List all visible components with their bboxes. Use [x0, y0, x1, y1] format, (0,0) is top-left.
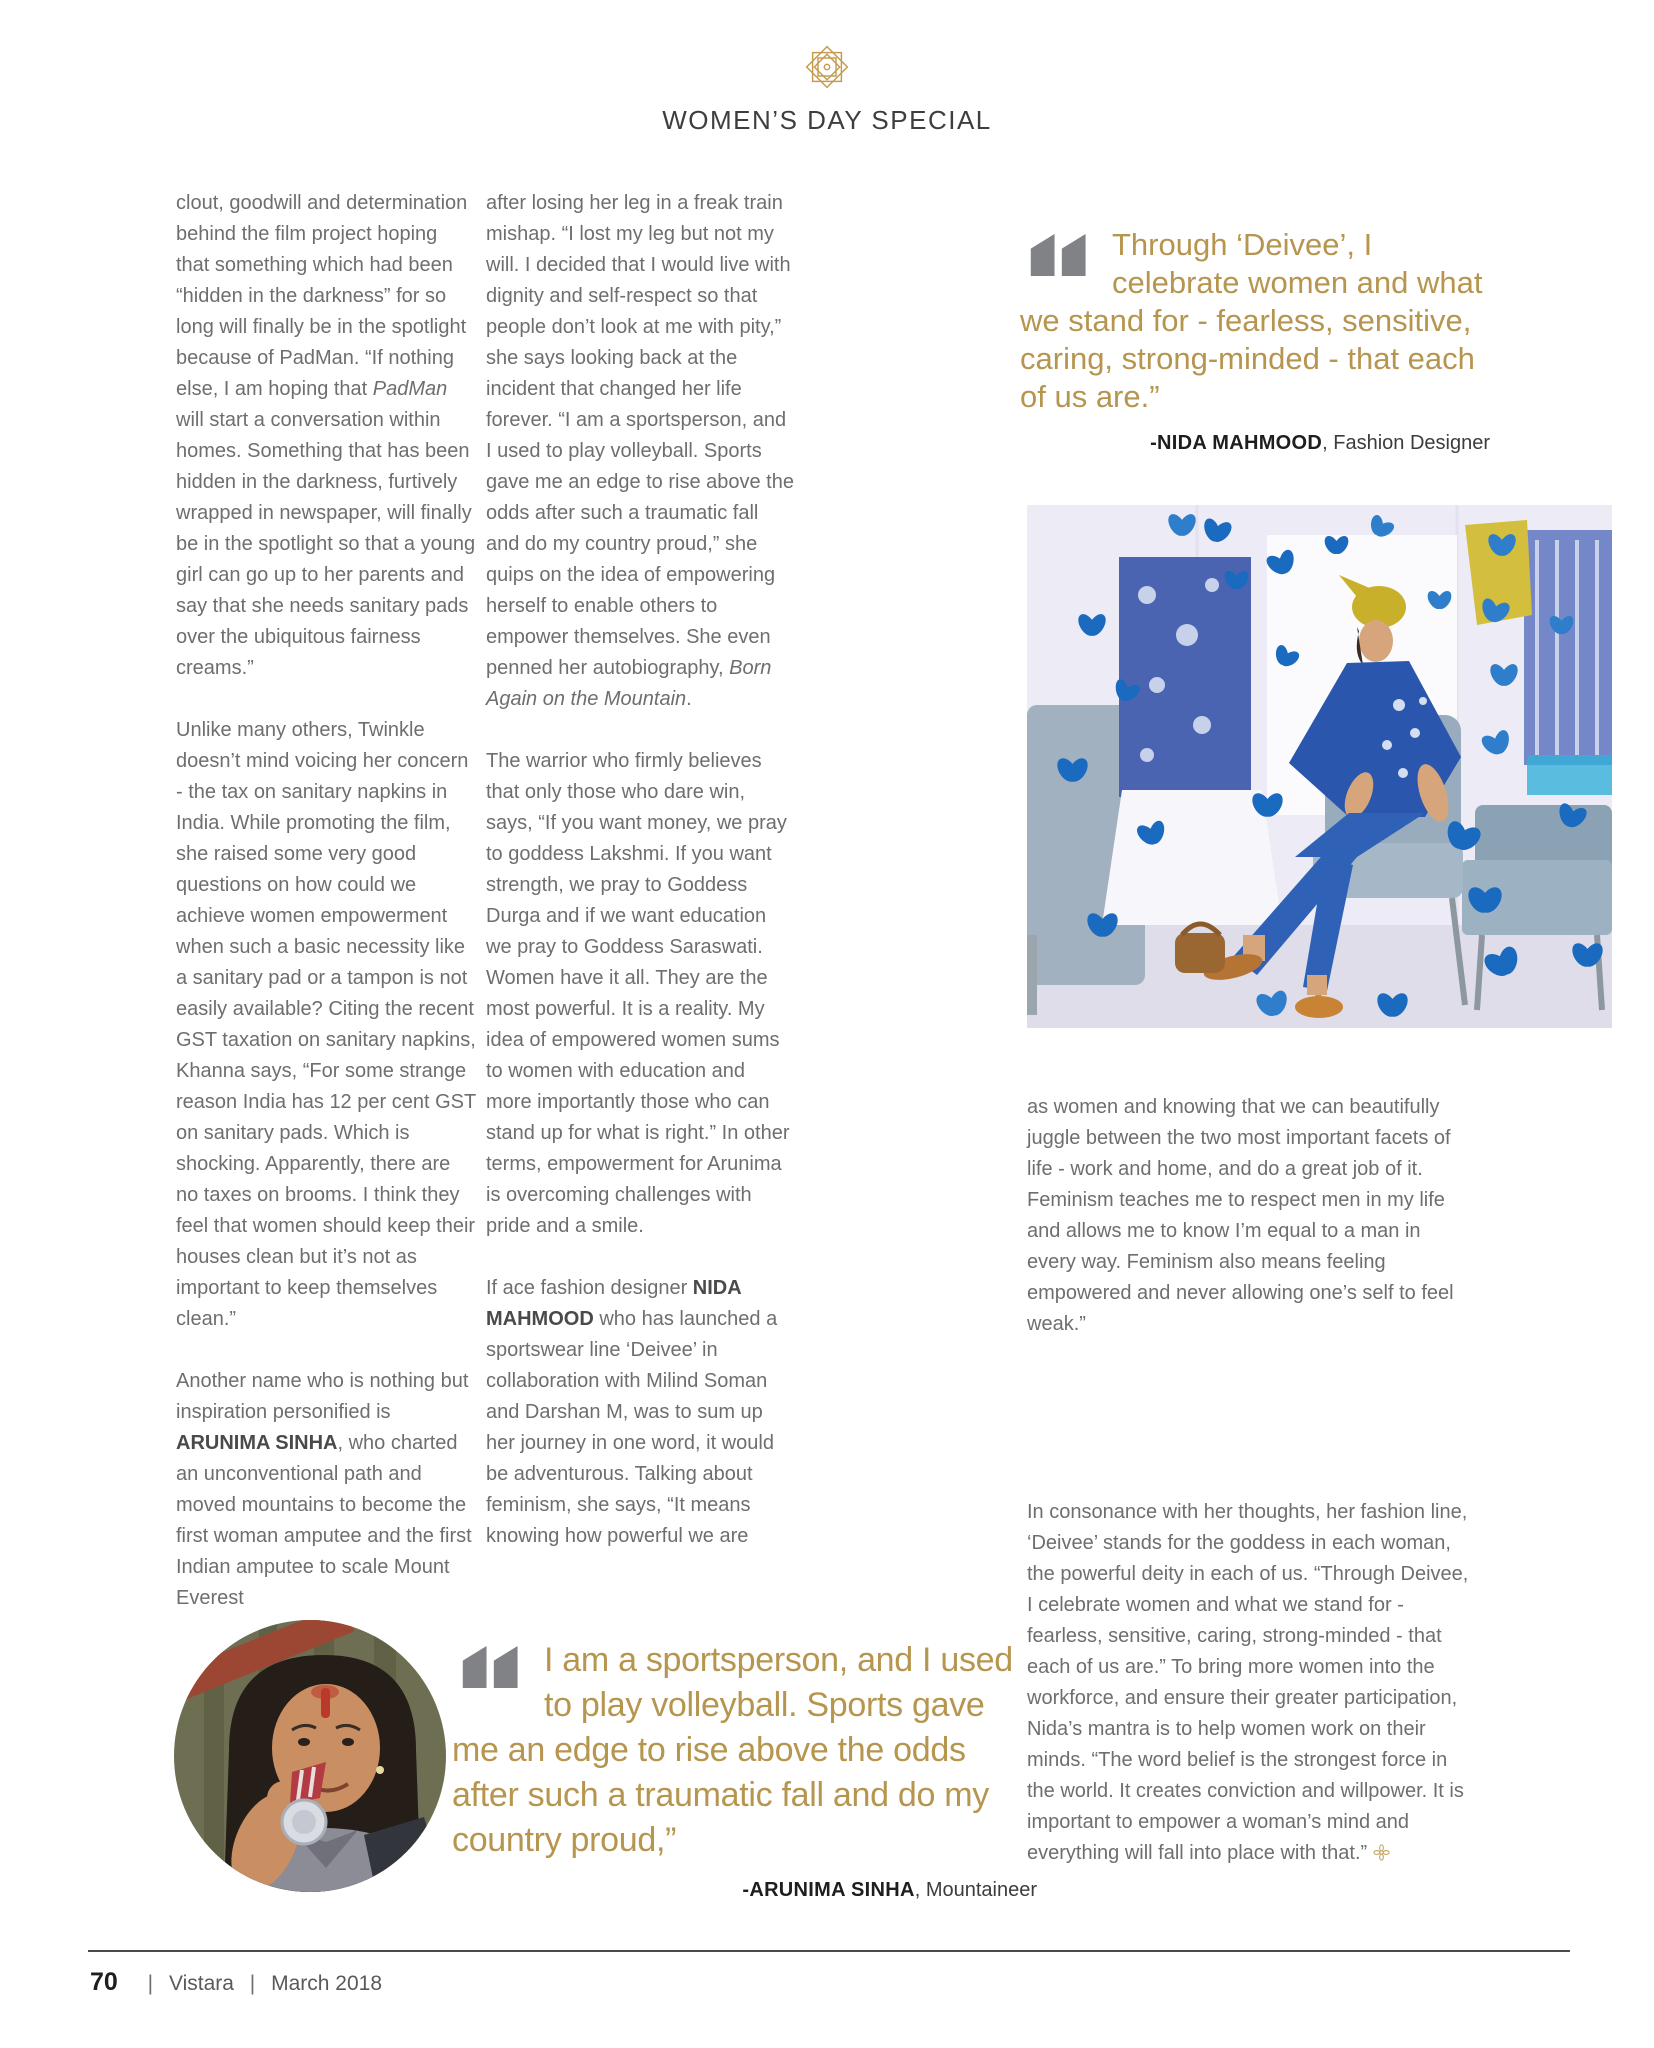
- col2-p1-text-a: after losing her leg in a freak train mishap. “I lost my leg but not my will. I decided that I would live with dignity and self-respect so that people don’t look at me with pity,” she says looking back at the incident that changed her life forever. “I am a sportsperson, and I used to play volleyball. Sports gave me an edge to rise above the odds after such a traumatic fall and do my country proud,” she quips on the idea of empowering herself to enable others to empower themselves. She even penned her autobiography,: [486, 192, 794, 679]
- col3-p2-text: In consonance with her thoughts, her fashion line, ‘Deivee’ stands for the goddess in each woman, the powerful deity in each of us. “Through Deivee, I celebrate women and what we stand for - fearless, sensitive, caring, strong-minded - that each of us are.” To bring more women into the workforce, and ensure their greater participation, Nida’s mantra is to help women work on their minds. “The word belief is the strongest force in the world. It creates conviction and willpower. It is important to empower a woman’s mind and everything will fall into place with that.”: [1027, 1501, 1469, 1864]
- col1-paragraph-1: [176, 188, 476, 684]
- attribution-name: -ARUNIMA SINHA: [742, 1879, 915, 1901]
- end-of-article-flower-icon: [1373, 1840, 1390, 1857]
- column-3-paragraph-2: [1027, 1497, 1469, 1869]
- pull-quote-arunima-text: I am a sportsperson, and I used to play volleyball. Sports gave me an edge to rise above the odds after such a traumatic fall and do my country proud,”: [452, 1641, 1013, 1859]
- issue-date: March 2018: [271, 1972, 383, 1995]
- col1-p3-text-a: Another name who is nothing but inspiration personified is: [176, 1370, 469, 1423]
- round-photo-arunima: [174, 1620, 446, 1892]
- col1-p1-text-a: clout, goodwill and determination behind the film project hoping that something which had been “hidden in the darkness” for so long will finally be in the spotlight because of PadMan. “If nothing else, I am hoping that: [176, 192, 468, 400]
- col2-p3-text-a: If ace fashion designer: [486, 1277, 693, 1299]
- attribution-name: -NIDA MAHMOOD: [1150, 432, 1323, 454]
- quote-marks-icon: [452, 1646, 532, 1688]
- col2-paragraph-1: [486, 188, 794, 715]
- footer-separator: |: [147, 1972, 154, 1995]
- column-3-paragraph-1: as women and knowing that we can beautifully juggle between the two most important facets of life - work and home, and do a great job of it. Feminism teaches me to respect men in my life and allows me to know I’m equal to a man in every way. Feminism also means feeling empowered and never allowing one’s self to feel weak.”: [1027, 1096, 1454, 1335]
- col2-paragraph-2: The warrior who firmly believes that only those who dare win, says, “If you want money, we pray to goddess Lakshmi. If you want strength, we pray to Goddess Durga and if we want education we pray to Goddess Saraswati. Women have it all. They are the most powerful. It is a reality. My idea of empowered women sums to women with education and more importantly those who can stand up for what is right.” In other terms, empowerment for Arunima is overcoming challenges with pride and a smile.: [486, 750, 790, 1237]
- feature-photo-nida-butterflies: [1027, 505, 1612, 1028]
- pull-quote-nida: [1020, 226, 1490, 455]
- attribution-role: , Mountaineer: [914, 1879, 1037, 1901]
- footer: [90, 1968, 382, 1997]
- col2-paragraph-3: [486, 1273, 794, 1552]
- attribution-role: , Fashion Designer: [1322, 432, 1490, 454]
- col1-p1-text-b: will start a conversation within homes. Something that has been hidden in the darkness, furtively wrapped in newspaper, will finally be in the spotlight so that a young girl can go up to her parents and say that she needs sanitary pads over the ubiquitous fairness creams.”: [176, 409, 476, 679]
- col1-paragraph-2: Unlike many others, Twinkle doesn’t mind voicing her concern - the tax on sanitary napkins in India. While promoting the film, she raised some very good questions on how could we achieve women empowerment when such a basic necessity like a sanitary pad or a tampon is not easily available? Citing the recent GST taxation on sanitary napkins, Khanna says, “For some strange reason India has 12 per cent GST on sanitary pads. Which is shocking. Apparently, there are no taxes on brooms. I think they feel that women should keep their houses clean but it’s not as important to keep themselves clean.”: [176, 719, 476, 1330]
- star-ornament-icon: [800, 40, 854, 94]
- column-2: [486, 188, 794, 1583]
- pull-quote-arunima-attribution: [452, 1879, 1037, 1902]
- col1-paragraph-3: [176, 1366, 476, 1614]
- quote-marks-icon: [1020, 234, 1100, 276]
- section-title: WOMEN’S DAY SPECIAL: [662, 105, 992, 135]
- column-1: [176, 188, 476, 1645]
- pull-quote-nida-text: Through ‘Deivee’, I celebrate women and what we stand for - fearless, sensitive, caring, strong-minded - that each of us are.”: [1020, 227, 1483, 414]
- page-number: 70: [90, 1968, 118, 1996]
- col1-p1-italic: PadMan: [372, 378, 448, 400]
- col2-p3-bold-name: NIDA MAHMOOD: [486, 1277, 741, 1330]
- col1-p3-text-b: , who charted an unconventional path and moved mountains to become the first woman amputee and the first Indian amputee to scale Mount Everest: [176, 1432, 472, 1609]
- masthead: [0, 40, 1654, 136]
- col1-p3-bold-name: ARUNIMA SINHA: [176, 1432, 338, 1454]
- pull-quote-arunima: [452, 1638, 1037, 1902]
- col2-p3-text-b: who has launched a sportswear line ‘Deivee’ in collaboration with Milind Soman and Darshan M, was to sum up her journey in one word, it would be adventurous. Talking about feminism, she says, “It means knowing how powerful we are: [486, 1308, 778, 1547]
- magazine-name: Vistara: [168, 1972, 234, 1995]
- col2-p1-text-b: .: [686, 688, 692, 710]
- footer-separator: |: [249, 1972, 256, 1995]
- footer-rule: [88, 1950, 1570, 1952]
- col2-p1-italic-book-title: Born Again on the Mountain: [486, 657, 772, 710]
- pull-quote-nida-attribution: [1020, 432, 1490, 455]
